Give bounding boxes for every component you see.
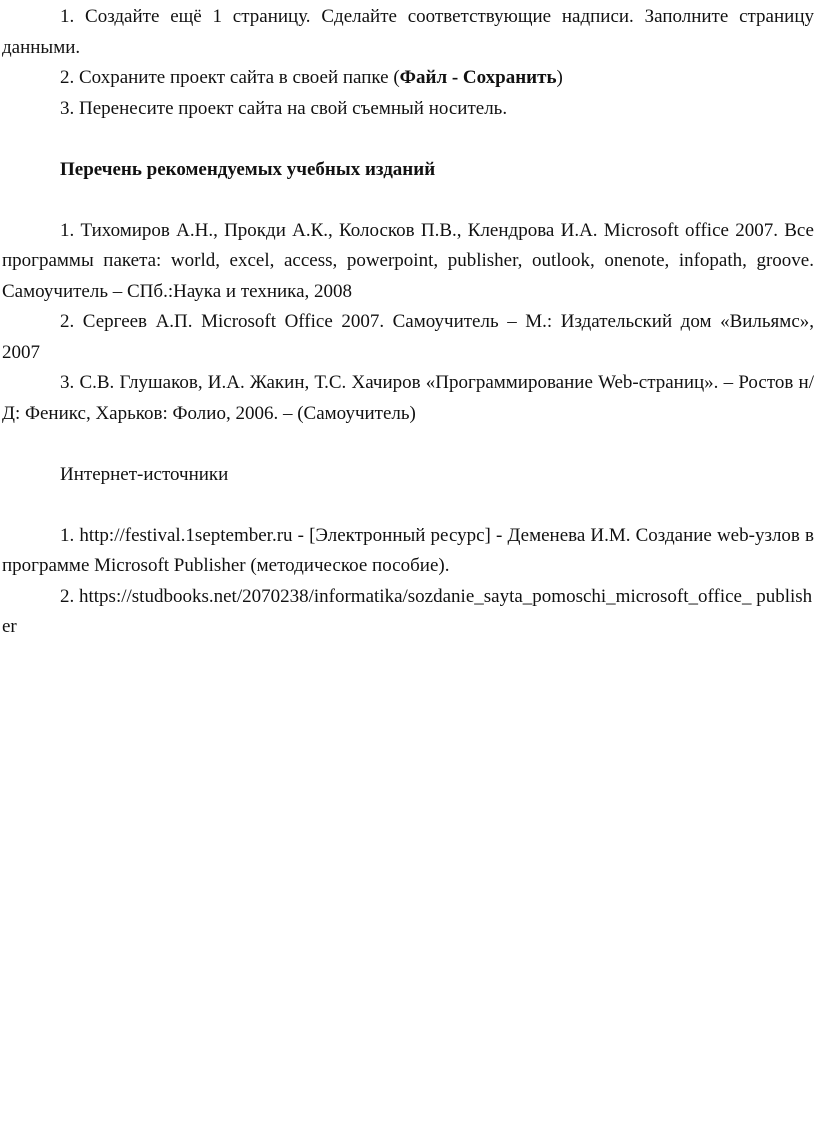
book-item-3: 3. С.В. Глушаков, И.А. Жакин, Т.С. Хачиров «Программирование Web-страниц». – Ростов н/Д: Феникс, Харьков: Фолио, 2006. – (Самоучитель) (2, 372, 814, 424)
task-item-2 (2, 63, 814, 94)
task-item-1: 1. Создайте ещё 1 страницу. Сделайте соответствующие надписи. Заполните страницу данными. (2, 6, 814, 58)
task-item-2-suffix: ) (556, 67, 563, 88)
spacer (2, 490, 814, 521)
spacer (2, 124, 814, 155)
spacer (2, 185, 814, 216)
internet-source-item-2: 2. https://studbooks.net/2070238/informatika/sozdanie_sayta_pomoschi_microsoft_office_ publisher (2, 585, 813, 637)
task-item-3: 3. Перенесите проект сайта на свой съемный носитель. (60, 97, 508, 119)
task-item-2-prefix: 2. Сохраните проект сайта в своей папке ( (60, 67, 400, 88)
internet-sources-heading: Интернет-источники (60, 463, 229, 485)
internet-source-item-1: 1. http://festival.1september.ru - [Электронный ресурс] - Деменева И.М. Создание web-узлов в программе Microsoft Publisher (методическое пособие). (2, 524, 814, 576)
recommended-books-heading: Перечень рекомендуемых учебных изданий (60, 158, 436, 180)
book-item-1: 1. Тихомиров А.Н., Прокди А.К., Колосков П.В., Клендрова И.А. Microsoft office 2007. Все программы пакета: world, excel, access, powerpoint, publisher, outlook, onenote, infopath, groove. Самоучитель – СПб.:Наука и техника, 2008 (2, 219, 814, 302)
spacer (2, 429, 814, 460)
task-item-2-menu-path: Файл - Сохранить (399, 67, 557, 88)
book-item-2: 2. Сергеев А.П. Microsoft Office 2007. Самоучитель – М.: Издательский дом «Вильямс», 2007 (2, 311, 814, 363)
